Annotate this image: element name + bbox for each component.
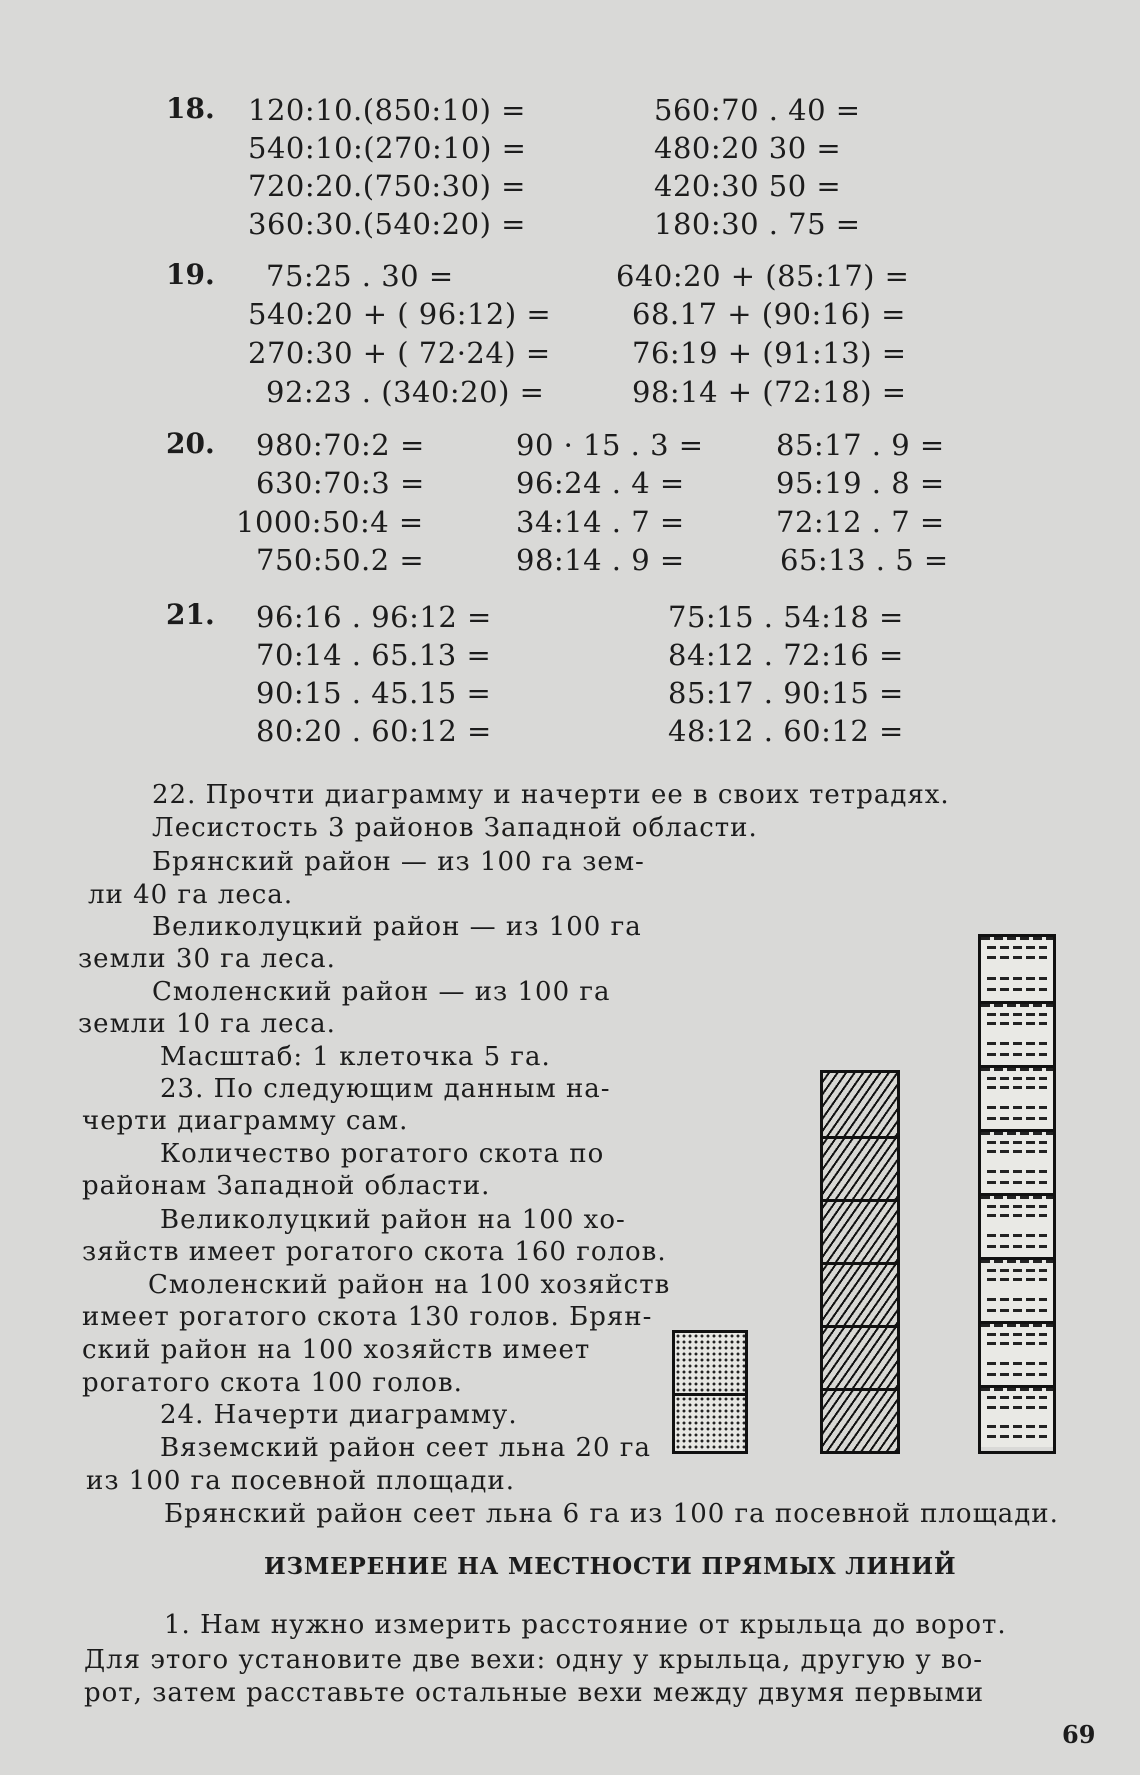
text-line-16: Смоленский район на 100 хозяйств bbox=[148, 1270, 671, 1300]
bar-bryansk-cell bbox=[981, 1065, 1053, 1129]
bar-velikiye-luki-cell bbox=[823, 1388, 897, 1451]
bar-bryansk-cell bbox=[981, 1193, 1053, 1257]
exercise-20-number: 20. bbox=[166, 427, 215, 460]
text-line-5: Великолуцкий район — из 100 га bbox=[152, 912, 642, 942]
text-line-6: земли 30 га леса. bbox=[78, 944, 336, 974]
bar-bryansk-cell bbox=[981, 1385, 1053, 1447]
ex21-right-2: 84:12 . 72:16 = bbox=[668, 638, 904, 672]
bar-velikiye-luki-cell bbox=[823, 1136, 897, 1199]
ex21-right-4: 48:12 . 60:12 = bbox=[668, 714, 904, 748]
text-line-12: Количество рогатого скота по bbox=[160, 1139, 605, 1169]
ex20-col1-1: 980:70:2 = bbox=[256, 428, 425, 462]
paragraph-line-2: Для этого установите две вехи: одну у крыльца, другую у во- bbox=[84, 1645, 984, 1675]
ex20-col2-2: 96:24 . 4 = bbox=[516, 466, 685, 500]
ex18-right-3: 420:30 50 = bbox=[654, 169, 842, 203]
ex18-left-2: 540:10:(270:10) = bbox=[248, 131, 527, 165]
ex20-col2-1: 90 · 15 . 3 = bbox=[516, 428, 704, 462]
bar-bryansk-cell bbox=[981, 1001, 1053, 1065]
bar-bryansk-cell bbox=[981, 1129, 1053, 1193]
text-line-2: Лесистость 3 районов Западной области. bbox=[152, 813, 758, 843]
bar-bryansk bbox=[978, 934, 1056, 1454]
text-line-1: 22. Прочти диаграмму и начерти ее в своих тетрадях. bbox=[152, 780, 950, 810]
ex18-left-4: 360:30.(540:20) = bbox=[248, 207, 526, 241]
text-line-3: Брянский район — из 100 га зем- bbox=[152, 847, 645, 877]
text-line-13: районам Западной области. bbox=[82, 1171, 491, 1201]
ex18-right-4: 180:30 . 75 = bbox=[654, 207, 861, 241]
text-line-7: Смоленский район — из 100 га bbox=[152, 977, 611, 1007]
exercise-19-number: 19. bbox=[166, 258, 215, 291]
ex18-right-2: 480:20 30 = bbox=[654, 131, 842, 165]
ex20-col3-3: 72:12 . 7 = bbox=[776, 505, 945, 539]
ex21-right-3: 85:17 . 90:15 = bbox=[668, 676, 904, 710]
paragraph-line-3: рот, затем расставьте остальные вехи между двумя первыми bbox=[84, 1678, 985, 1708]
text-line-4: ли 40 га леса. bbox=[88, 880, 294, 910]
ex21-left-4: 80:20 . 60:12 = bbox=[256, 714, 492, 748]
text-line-18: ский район на 100 хозяйств имеет bbox=[82, 1335, 591, 1365]
ex20-col1-3: 1000:50:4 = bbox=[236, 505, 424, 539]
ex21-left-2: 70:14 . 65.13 = bbox=[256, 638, 492, 672]
ex18-left-3: 720:20.(750:30) = bbox=[248, 169, 526, 203]
text-line-15: зяйств имеет рогатого скота 160 голов. bbox=[82, 1237, 667, 1267]
ex19-right-1: 640:20 + (85:17) = bbox=[616, 259, 910, 293]
text-line-14: Великолуцкий район на 100 хо- bbox=[160, 1205, 626, 1235]
ex20-col3-2: 95:19 . 8 = bbox=[776, 466, 945, 500]
bar-bryansk-cell bbox=[981, 937, 1053, 1001]
text-line-11: черти диаграмму сам. bbox=[82, 1106, 409, 1136]
bar-velikiye-luki-cell bbox=[823, 1325, 897, 1388]
ex19-right-4: 98:14 + (72:18) = bbox=[632, 375, 907, 409]
ex20-col1-4: 750:50.2 = bbox=[256, 543, 425, 577]
ex19-left-4: 92:23 . (340:20) = bbox=[266, 375, 545, 409]
ex19-left-2: 540:20 + ( 96:12) = bbox=[248, 297, 552, 331]
paragraph-line-1: 1. Нам нужно измерить расстояние от крыльца до ворот. bbox=[164, 1610, 1007, 1640]
bar-velikiye-luki-cell bbox=[823, 1199, 897, 1262]
ex19-right-3: 76:19 + (91:13) = bbox=[632, 336, 907, 370]
ex20-col1-2: 630:70:3 = bbox=[256, 466, 425, 500]
text-line-21: Вяземский район сеет льна 20 га bbox=[160, 1433, 651, 1463]
ex20-col3-1: 85:17 . 9 = bbox=[776, 428, 945, 462]
bar-bryansk-cell bbox=[981, 1321, 1053, 1385]
bar-smolensk-cell bbox=[675, 1393, 745, 1451]
bar-smolensk bbox=[672, 1330, 748, 1454]
bar-velikiye-luki-cell bbox=[823, 1073, 897, 1136]
ex21-left-1: 96:16 . 96:12 = bbox=[256, 600, 492, 634]
ex19-right-2: 68.17 + (90:16) = bbox=[632, 297, 906, 331]
ex20-col3-4: 65:13 . 5 = bbox=[780, 543, 949, 577]
text-line-20: 24. Начерти диаграмму. bbox=[160, 1400, 518, 1430]
text-line-19: рогатого скота 100 голов. bbox=[82, 1368, 463, 1398]
text-line-8: земли 10 га леса. bbox=[78, 1009, 336, 1039]
section-heading: ИЗМЕРЕНИЕ НА МЕСТНОСТИ ПРЯМЫХ ЛИНИЙ bbox=[264, 1553, 957, 1580]
ex19-left-3: 270:30 + ( 72·24) = bbox=[248, 336, 551, 370]
bar-velikiye-luki-cell bbox=[823, 1262, 897, 1325]
ex21-left-3: 90:15 . 45.15 = bbox=[256, 676, 492, 710]
forest-chart bbox=[672, 930, 1092, 1470]
ex19-left-1: 75:25 . 30 = bbox=[266, 259, 454, 293]
ex18-left-1: 120:10.(850:10) = bbox=[248, 93, 526, 127]
ex18-right-1: 560:70 . 40 = bbox=[654, 93, 861, 127]
bar-velikiye-luki bbox=[820, 1070, 900, 1454]
text-line-23: Брянский район сеет льна 6 га из 100 га посевной площади. bbox=[164, 1499, 1059, 1529]
text-line-10: 23. По следующим данным на- bbox=[160, 1074, 611, 1104]
bar-smolensk-cell bbox=[675, 1333, 745, 1393]
ex20-col2-4: 98:14 . 9 = bbox=[516, 543, 685, 577]
ex20-col2-3: 34:14 . 7 = bbox=[516, 505, 685, 539]
text-line-22: из 100 га посевной площади. bbox=[86, 1466, 515, 1496]
exercise-21-number: 21. bbox=[166, 598, 215, 631]
text-line-17: имеет рогатого скота 130 голов. Брян- bbox=[82, 1302, 653, 1332]
bar-bryansk-cell bbox=[981, 1257, 1053, 1321]
ex21-right-1: 75:15 . 54:18 = bbox=[668, 600, 904, 634]
exercise-18-number: 18. bbox=[166, 92, 215, 125]
page-number: 69 bbox=[1062, 1720, 1096, 1749]
text-line-9: Масштаб: 1 клеточка 5 га. bbox=[160, 1042, 551, 1072]
